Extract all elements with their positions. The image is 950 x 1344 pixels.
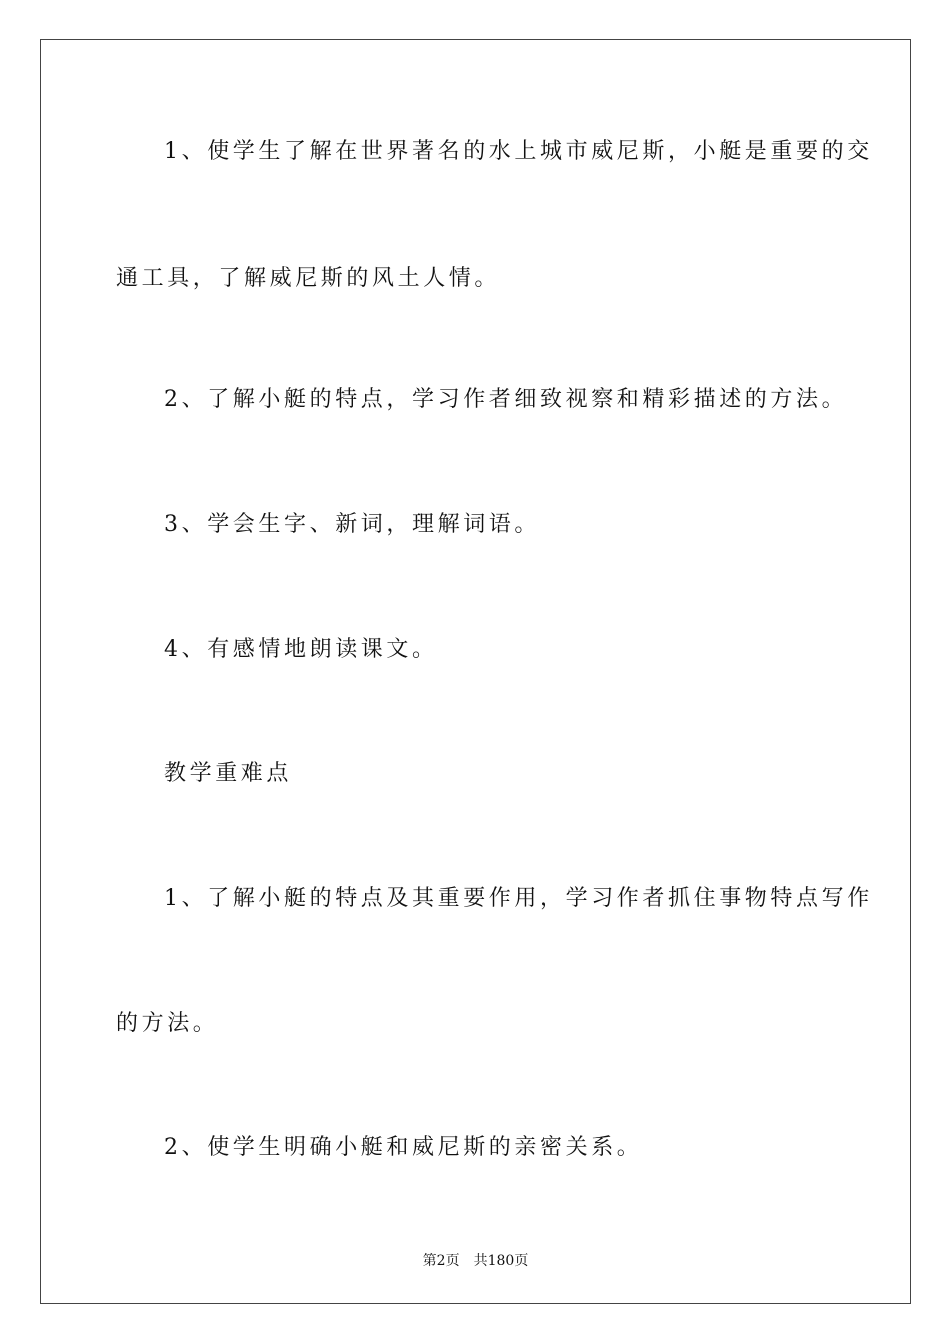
paragraph-line-7: 的方法。 <box>116 1011 219 1036</box>
page-number: 第2页 <box>422 1253 460 1269</box>
paragraph-line-3: 2、了解小艇的特点，学习作者细致视察和精彩描述的方法。 <box>164 387 848 412</box>
page-footer <box>41 1250 910 1270</box>
paragraph-line-1: 1、使学生了解在世界著名的水上城市威尼斯，小艇是重要的交 <box>164 139 873 164</box>
paragraph-line-5: 4、有感情地朗读课文。 <box>164 637 438 662</box>
paragraph-line-4: 3、学会生字、新词，理解词语。 <box>164 512 540 537</box>
section-heading: 教学重难点 <box>164 761 293 786</box>
paragraph-line-6: 1、了解小艇的特点及其重要作用，学习作者抓住事物特点写作 <box>164 886 873 911</box>
total-pages: 共180页 <box>473 1253 529 1269</box>
document-page <box>40 39 911 1304</box>
paragraph-line-8: 2、使学生明确小艇和威尼斯的亲密关系。 <box>164 1135 643 1160</box>
paragraph-line-2: 通工具，了解威尼斯的风土人情。 <box>116 266 501 291</box>
